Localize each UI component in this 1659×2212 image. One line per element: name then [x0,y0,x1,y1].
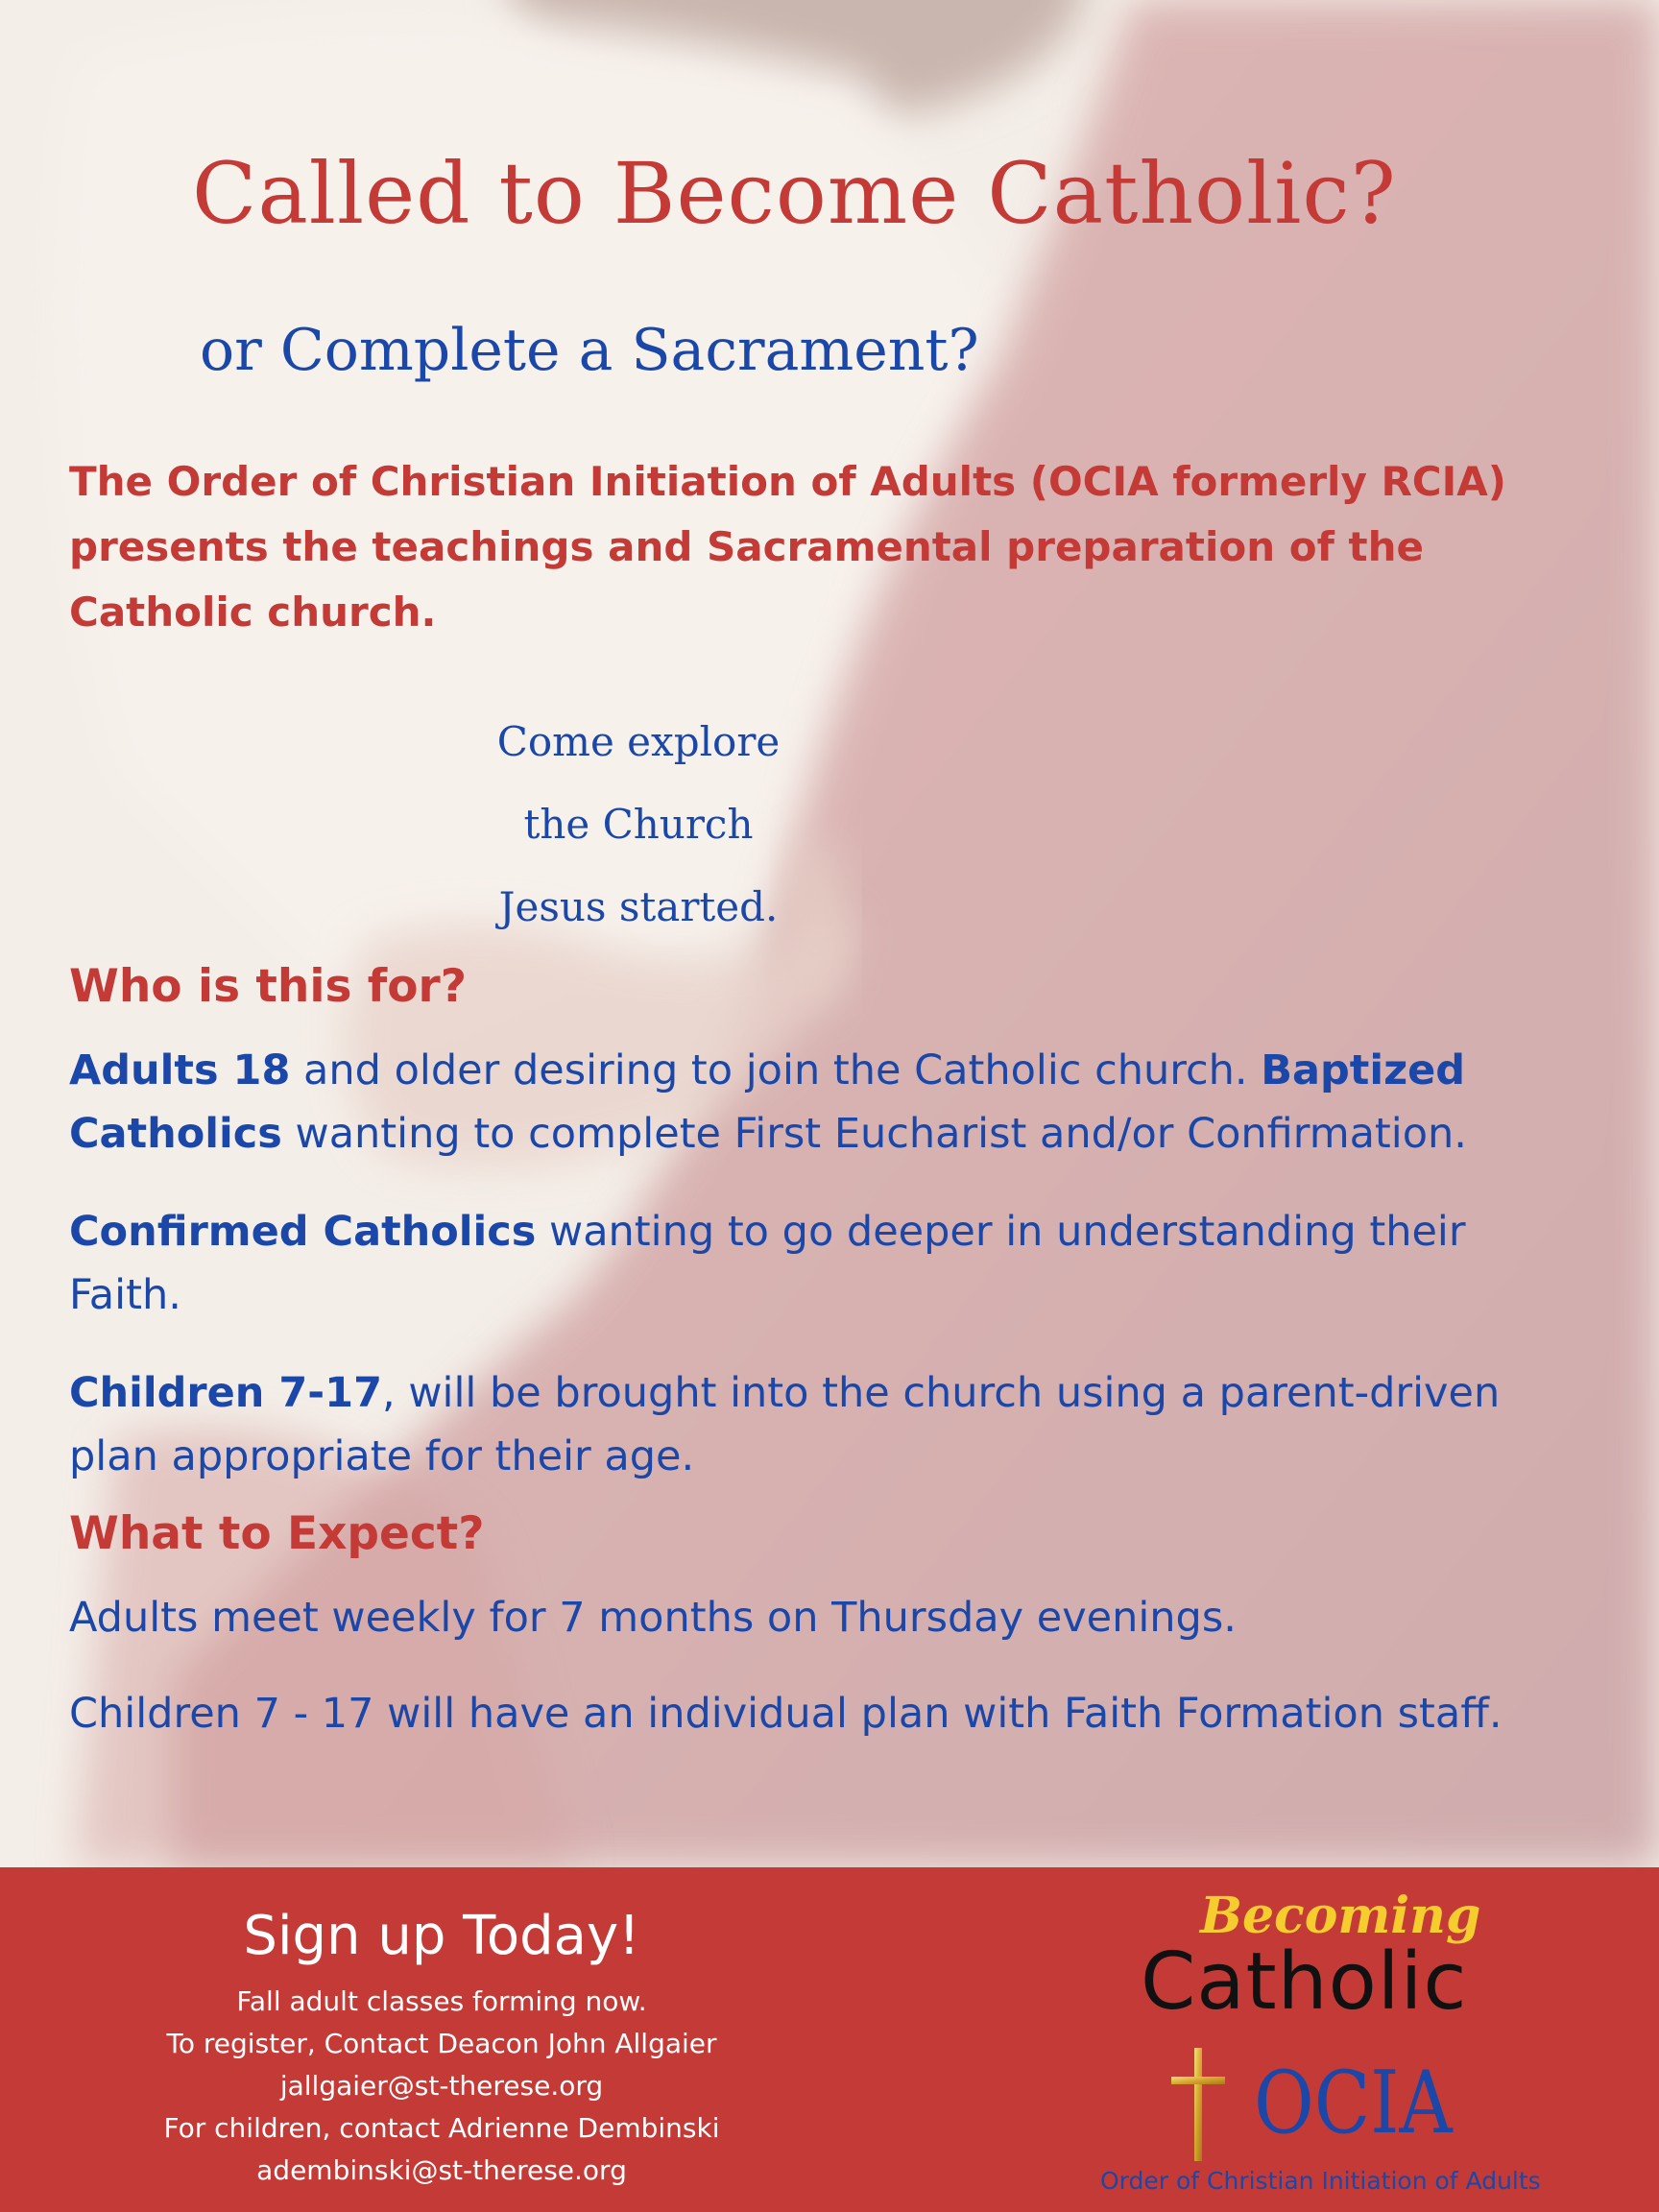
signup-block [67,1904,816,2192]
logo-becoming-text: Becoming [1200,1887,1481,1945]
signup-title: Sign up Today! [243,1905,640,1967]
who-item-adults [69,1039,1586,1166]
tagline-line: the Church [523,801,754,848]
who-item-children [69,1361,1586,1488]
tagline [461,701,816,949]
footer-band [0,1867,1659,2212]
expect-item: Children 7 - 17 will have an individual plan with Faith Formation staff. [69,1690,1503,1738]
signup-line: For children, contact Adrienne Dembinski [163,2112,720,2144]
who-item-text: and older desiring to join the Catholic church. [290,1046,1262,1094]
who-item-text: wanting to complete First Eucharist and/or Confirmation. [281,1110,1467,1158]
who-item-bold: Children 7-17 [69,1369,382,1417]
logo-fullname-text: Order of Christian Initiation of Adults [1100,2167,1541,2195]
tagline-line: Jesus started. [498,883,779,930]
becoming-catholic-logo [1085,1887,1623,2203]
who-item-bold: Baptized Catholics [69,1046,1466,1158]
contact-email[interactable]: adembinski@st-therese.org [256,2154,627,2186]
signup-line: Fall adult classes forming now. [236,1985,647,2017]
expect-item: Adults meet weekly for 7 months on Thursday evenings. [69,1594,1237,1642]
page-title: Called to Become Catholic? [192,144,1397,243]
who-item-bold: Confirmed Catholics [69,1208,537,1256]
gold-cross-icon [1171,2048,1225,2161]
who-item-text: wanting to go deeper in understanding their Faith. [69,1208,1466,1319]
tagline-line: Come explore [496,718,781,765]
logo-ocia-text: OCIA [1254,2053,1453,2153]
page-subtitle: or Complete a Sacrament? [200,317,979,384]
contact-email[interactable]: jallgaier@st-therese.org [279,2070,604,2102]
signup-line: To register, Contact Deacon John Allgaier [166,2028,717,2059]
who-item-text: , will be brought into the church using a parent-driven plan appropriate for their age. [69,1369,1501,1480]
logo-catholic-text: Catholic [1141,1936,1468,2028]
intro-paragraph: The Order of Christian Initiation of Adults (OCIA formerly RCIA) presents the teachings and Sacramental preparation of the Catholic church. [69,458,1506,636]
who-heading: Who is this for? [69,960,467,1013]
who-item-confirmed [69,1200,1586,1327]
who-item-bold: Adults 18 [69,1046,291,1094]
expect-heading: What to Expect? [69,1507,485,1560]
